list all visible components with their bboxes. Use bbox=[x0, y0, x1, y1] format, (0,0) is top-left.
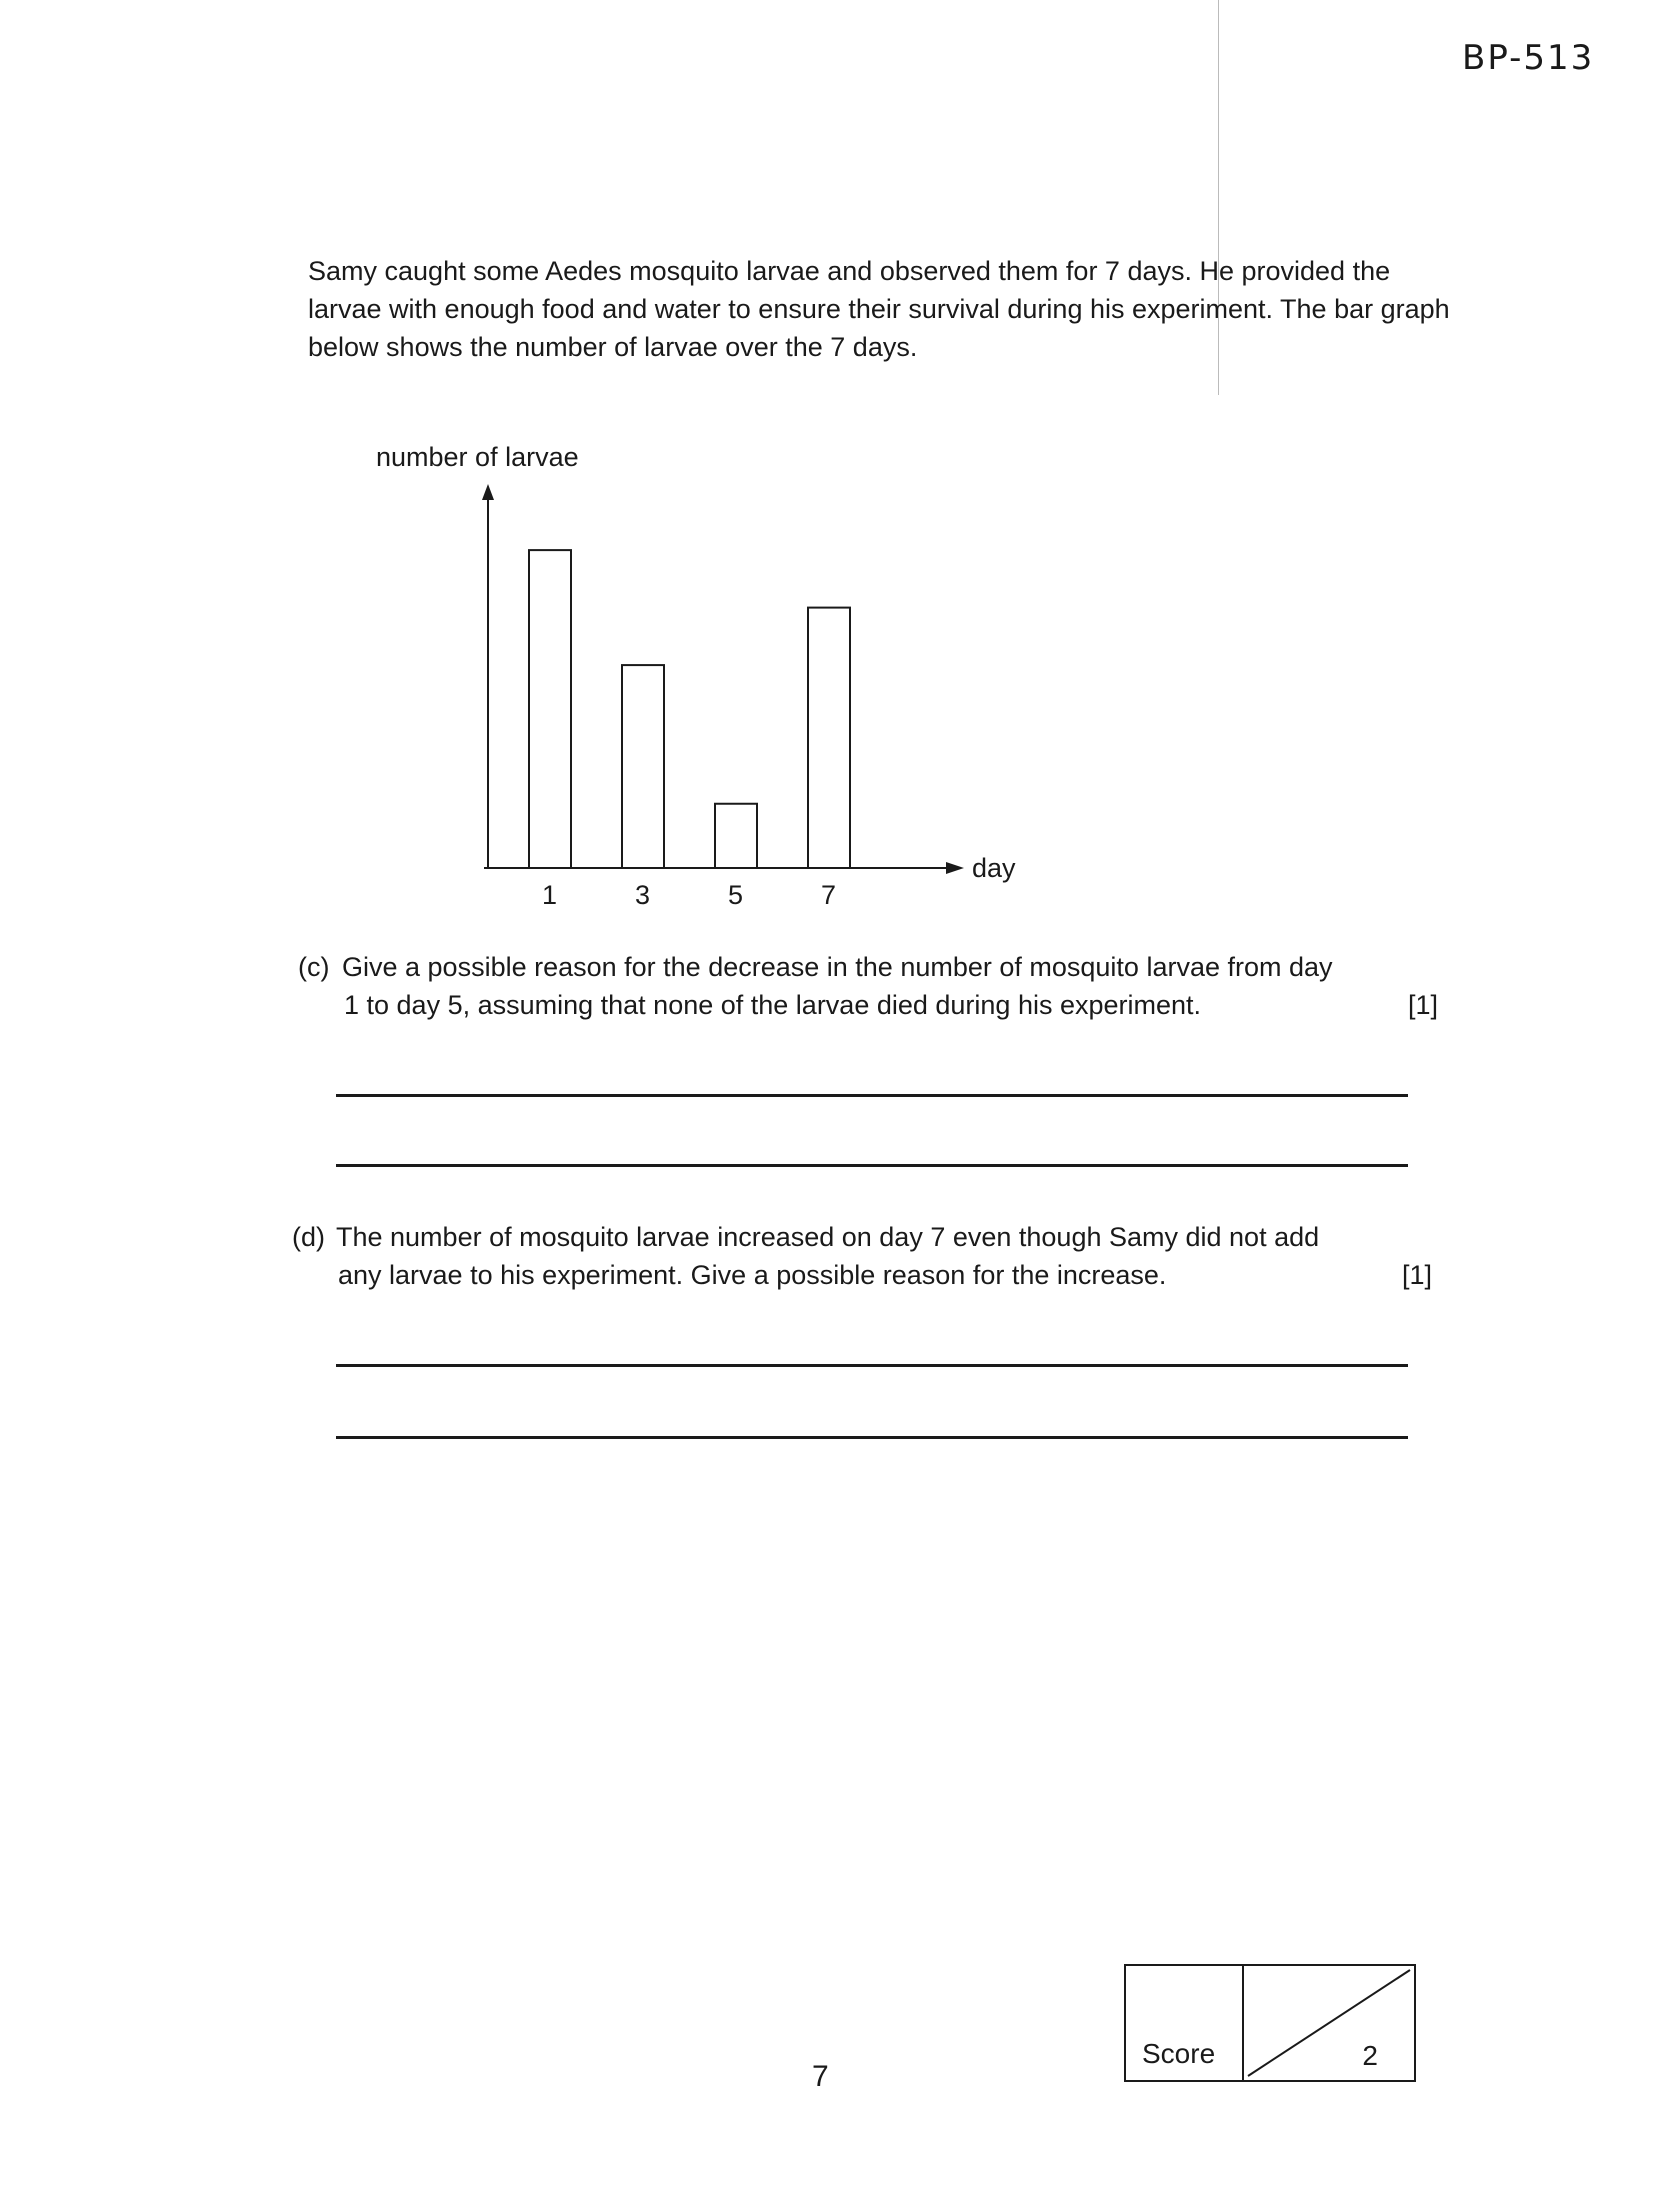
tick-label-1: 1 bbox=[542, 880, 558, 910]
question-c bbox=[298, 948, 1448, 1024]
y-axis-label: number of larvae bbox=[376, 442, 579, 472]
score-total: 2 bbox=[1362, 2040, 1378, 2071]
question-d-line1: The number of mosquito larvae increased on day 7 even though Samy did not add bbox=[336, 1222, 1320, 1252]
answer-line-c-1[interactable] bbox=[336, 1094, 1408, 1097]
tick-label-5: 5 bbox=[728, 880, 744, 910]
x-axis-arrow-icon bbox=[946, 862, 964, 874]
tick-label-3: 3 bbox=[635, 880, 651, 910]
question-d-label: (d) bbox=[292, 1222, 325, 1252]
score-label: Score bbox=[1142, 2038, 1216, 2069]
bar-day-5 bbox=[715, 804, 757, 868]
answer-line-c-2[interactable] bbox=[336, 1164, 1408, 1167]
x-axis-label: day bbox=[972, 853, 1016, 883]
question-d-line2: any larvae to his experiment. Give a possible reason for the increase. bbox=[338, 1260, 1167, 1290]
question-c-label: (c) bbox=[298, 952, 330, 982]
tick-label-7: 7 bbox=[821, 880, 837, 910]
bar-day-1 bbox=[529, 550, 571, 868]
page-code: BP-513 bbox=[1462, 38, 1595, 78]
page-number: 7 bbox=[812, 2060, 829, 2093]
tick-labels-group bbox=[542, 880, 836, 910]
bar-chart bbox=[360, 436, 1060, 936]
answer-line-d-1[interactable] bbox=[336, 1364, 1408, 1367]
answer-line-d-2[interactable] bbox=[336, 1436, 1408, 1439]
question-d bbox=[292, 1218, 1442, 1294]
score-box bbox=[1124, 1964, 1416, 2082]
bars-group bbox=[529, 550, 850, 868]
question-c-line1: Give a possible reason for the decrease in the number of mosquito larvae from day bbox=[342, 952, 1333, 982]
question-c-marks: [1] bbox=[1407, 990, 1438, 1020]
question-c-line2: 1 to day 5, assuming that none of the larvae died during his experiment. bbox=[344, 990, 1202, 1020]
score-total-cell bbox=[1244, 1966, 1414, 2080]
score-cell[interactable] bbox=[1126, 1966, 1244, 2080]
intro-paragraph: Samy caught some Aedes mosquito larvae and observed them for 7 days. He provided the larvae with enough food and water to ensure their survival during his experiment. The bar graph below shows the number of larvae over the 7 days. bbox=[308, 256, 1450, 362]
bar-day-7 bbox=[808, 608, 850, 868]
question-d-marks: [1] bbox=[1401, 1260, 1432, 1290]
bar-chart-svg bbox=[360, 436, 1060, 936]
bar-day-3 bbox=[622, 665, 664, 868]
y-axis-arrow-icon bbox=[482, 484, 494, 500]
score-diagonal bbox=[1244, 1966, 1414, 2080]
